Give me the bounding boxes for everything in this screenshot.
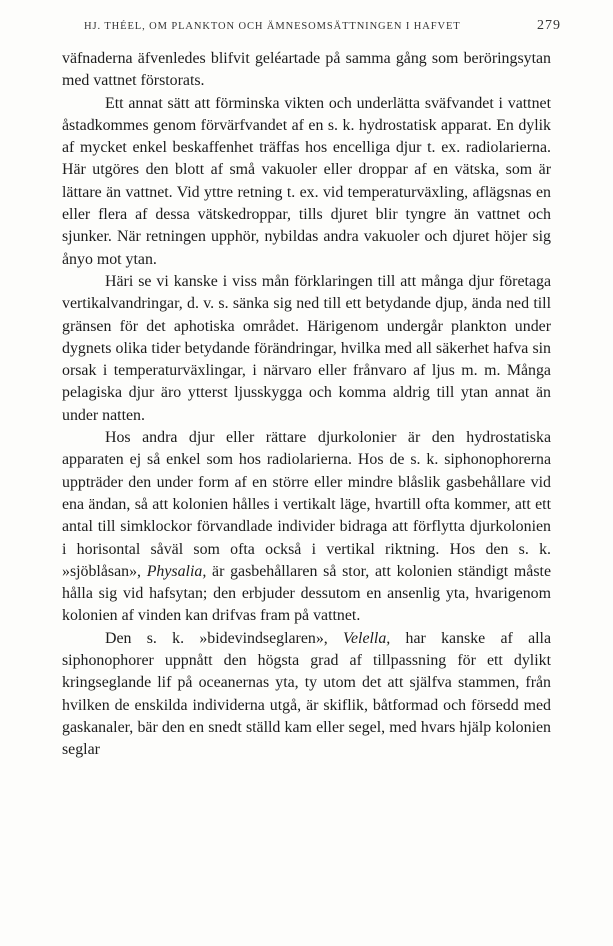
page-number: 279: [537, 18, 561, 33]
paragraph-text: Hos andra djur eller rättare djurkolonier är den hydrostatiska apparaten ej så enkel som hos radiolarierna. Hos de s. k. siphonophorerna uppträder den under form af en större eller mindre blåslik gasbehållare vid ena ändan, så att kolonien hålles i vertikalt läge, hvartill ofta kommer, att ett antal till simklockor förvandlade individer bidraga att förflytta djurkolonien i horisontal såväl som ofta också i vertikal riktning. Hos den s. k. »sjöblåsan»,: [62, 429, 551, 580]
paragraph: [62, 427, 551, 628]
paragraph-text: är gasbehållaren så stor, att kolonien ständigt måste hålla sig vid hafsytan; den erbjuder dessutom en ansenlig yta, hvarigenom kolonien af vinden kan drifvas fram på vattnet.: [62, 562, 551, 625]
paragraph-text: Den s. k. »bidevindseglaren»,: [105, 629, 344, 647]
paragraph: Häri se vi kanske i viss mån förklaringen till att många djur företaga vertikalvandringar, d. v. s. sänka sig ned till ett betydande djup, ända ned till gränsen för det aphotiska området. Härigenom undergår plankton under dygnets olika tider betydande förändringar, hvilka med all säkerhet hafva sin orsak i temperaturväxlingar, i närvaro eller frånvaro af ljus m. m. Många pelagiska djur äro ytterst ljusskygga och komma aldrig till ytan annat än under natten.: [62, 272, 551, 424]
page-header: [84, 18, 561, 38]
species-name-italic: Physalia,: [146, 562, 207, 580]
paragraph-text: har kanske af alla siphonophorer uppnått den högsta grad af tillpassning för ett dylikt kringseglande lif på oceanernas yta, ty utom det att själfva stammen, från hvilken de enskilda individerna utgå, är skiflik, båtformad och försedd med gaskanaler, bär den en snedt ställd kam eller segel, med hvars hjälp kolonien seglar: [62, 629, 552, 759]
species-name-italic: Velella,: [343, 629, 391, 647]
running-title: HJ. THÉEL, OM PLANKTON OCH ÄMNESOMSÄTTNINGEN I HAFVET: [84, 21, 461, 32]
paragraph: [62, 628, 551, 762]
paragraph: Ett annat sätt att förminska vikten och underlätta sväfvandet i vattnet åstadkommes genom förvärfvandet af en s. k. hydrostatisk apparat. En dylik af mycket enkel beskaffenhet träffas hos encelliga djur t. ex. radiolarierna. Här utgöres den blott af små vakuoler eller droppar af en vätska, som är lättare än vattnet. Vid yttre retning t. ex. vid temperaturväxling, aflägsnas en eller flera af dessa vätskedroppar, tills djuret blir tyngre än vattnet och sjunker. När retningen upphör, nybildas andra vakuoler och djuret höjer sig ånyo mot ytan.: [62, 94, 551, 268]
body-text: [62, 48, 551, 762]
paragraph: väfnaderna äfvenledes blifvit geléartade på samma gång som beröringsytan med vattnet förstorats.: [62, 50, 551, 90]
